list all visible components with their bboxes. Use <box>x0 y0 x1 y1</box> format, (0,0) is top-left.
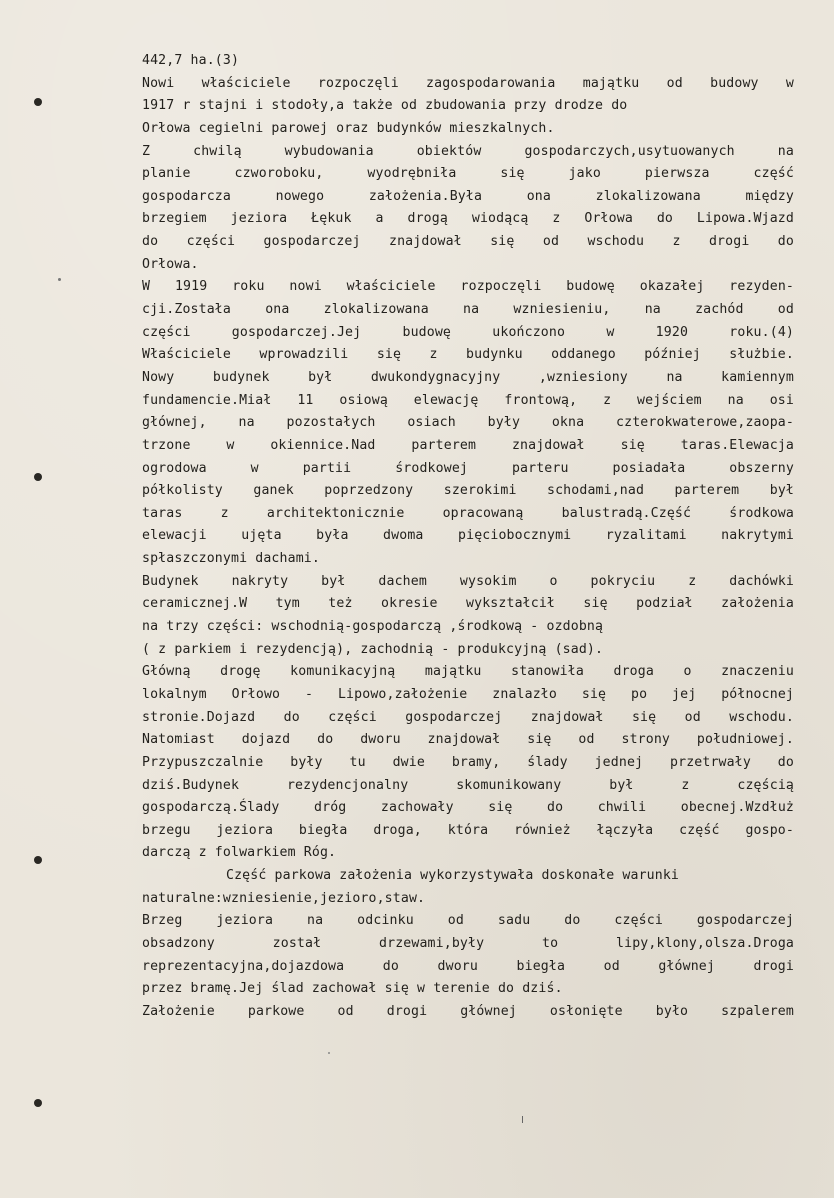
text-line: gospodarczą.Ślady dróg zachowały się do chwili obecnej.Wzdłuż <box>142 800 794 816</box>
text-line: brzegiem jeziora Łękuk a drogą wiodącą z Orłowa do Lipowa.Wjazd <box>142 211 794 227</box>
text-line: fundamencie.Miał 11 osiową elewację frontową, z wejściem na osi <box>142 392 794 408</box>
text-line: dziś.Budynek rezydencjonalny skomunikowany był z częścią <box>142 777 794 793</box>
text-line: ogrodowa w partii środkowej parteru posiadała obszerny <box>142 460 794 476</box>
text-line: lokalnym Orłowo - Lipowo,założenie znalazło się po jej północnej <box>142 686 794 702</box>
margin-mark <box>58 278 61 281</box>
binder-hole-4 <box>34 1099 42 1107</box>
stray-mark <box>522 1116 523 1123</box>
text-line: naturalne:wzniesienie,jezioro,staw. <box>142 890 426 906</box>
text-line: planie czworoboku, wyodrębniła się jako pierwsza część <box>142 166 794 182</box>
text-line: Budynek nakryty był dachem wysokim o pokryciu z dachówki <box>142 573 794 589</box>
text-line: Nowi właściciele rozpoczęli zagospodarowania majątku od budowy w <box>142 75 794 91</box>
typed-text-block <box>142 50 794 1024</box>
binder-hole-2 <box>34 473 42 481</box>
text-line: ( z parkiem i rezydencją), zachodnią - produkcyjną (sad). <box>142 641 604 657</box>
text-line: części gospodarczej.Jej budowę ukończono w 1920 roku.(4) <box>142 324 794 340</box>
text-line: trzone w okiennice.Nad parterem znajdował się taras.Elewacja <box>142 437 794 453</box>
stray-mark <box>328 1052 330 1054</box>
text-line: Właściciele wprowadzili się z budynku oddanego później służbie. <box>142 347 794 363</box>
text-line: Założenie parkowe od drogi głównej osłonięte było szpalerem <box>142 1003 794 1019</box>
text-line: głównej, na pozostałych osiach były okna czterokwaterowe,zaopa- <box>142 415 794 431</box>
text-line: Przypuszczalnie były tu dwie bramy, ślady jednej przetrwały do <box>142 754 794 770</box>
text-line: gospodarcza nowego założenia.Była ona zlokalizowana między <box>142 188 794 204</box>
text-line: Orłowa cegielni parowej oraz budynków mieszkalnych. <box>142 120 555 136</box>
text-line: Z chwilą wybudowania obiektów gospodarczych,usytuowanych na <box>142 143 794 159</box>
text-line: spłaszczonymi dachami. <box>142 551 320 567</box>
text-line: cji.Została ona zlokalizowana na wzniesieniu, na zachód od <box>142 302 794 318</box>
binder-hole-3 <box>34 856 42 864</box>
text-line: darczą z folwarkiem Róg. <box>142 845 337 861</box>
text-line: przez bramę.Jej ślad zachował się w terenie do dziś. <box>142 981 563 997</box>
text-line: elewacji ujęta była dwoma pięciobocznymi ryzalitami nakrytymi <box>142 528 794 544</box>
text-line: Brzeg jeziora na odcinku od sadu do części gospodarczej <box>142 913 794 929</box>
text-line: ceramicznej.W tym też okresie wykształcił się podział założenia <box>142 596 794 612</box>
text-line: stronie.Dojazd do części gospodarczej znajdował się od wschodu. <box>142 709 794 725</box>
text-line: na trzy części: wschodnią-gospodarczą ,środkową - ozdobną <box>142 619 604 635</box>
text-line: 442,7 ha.(3) <box>142 53 240 68</box>
text-line: 1917 r stajni i stodoły,a także od zbudowania przy drodze do <box>142 98 628 114</box>
text-line: reprezentacyjna,dojazdowa do dworu biegła od głównej drogi <box>142 958 794 974</box>
text-line: obsadzony został drzewami,były to lipy,klony,olsza.Droga <box>142 935 794 951</box>
text-line: W 1919 roku nowi właściciele rozpoczęli budowę okazałej rezyden- <box>142 279 794 295</box>
text-line: taras z architektonicznie opracowaną balustradą.Część środkowa <box>142 505 794 521</box>
text-line: półkolisty ganek poprzedzony szerokimi schodami,nad parterem był <box>142 483 794 499</box>
text-line: do części gospodarczej znajdował się od wschodu z drogi do <box>142 234 794 250</box>
text-line: Orłowa. <box>142 256 199 272</box>
text-line: Nowy budynek był dwukondygnacyjny ,wzniesiony na kamiennym <box>142 369 794 385</box>
text-line: Główną drogę komunikacyjną majątku stanowiła droga o znaczeniu <box>142 664 794 680</box>
text-line: brzegu jeziora biegła droga, która również łączyła część gospo- <box>142 822 794 838</box>
binder-hole-1 <box>34 98 42 106</box>
text-line: Natomiast dojazd do dworu znajdował się od strony południowej. <box>142 732 794 748</box>
text-line: Część parkowa założenia wykorzystywała doskonałe warunki <box>226 868 680 884</box>
